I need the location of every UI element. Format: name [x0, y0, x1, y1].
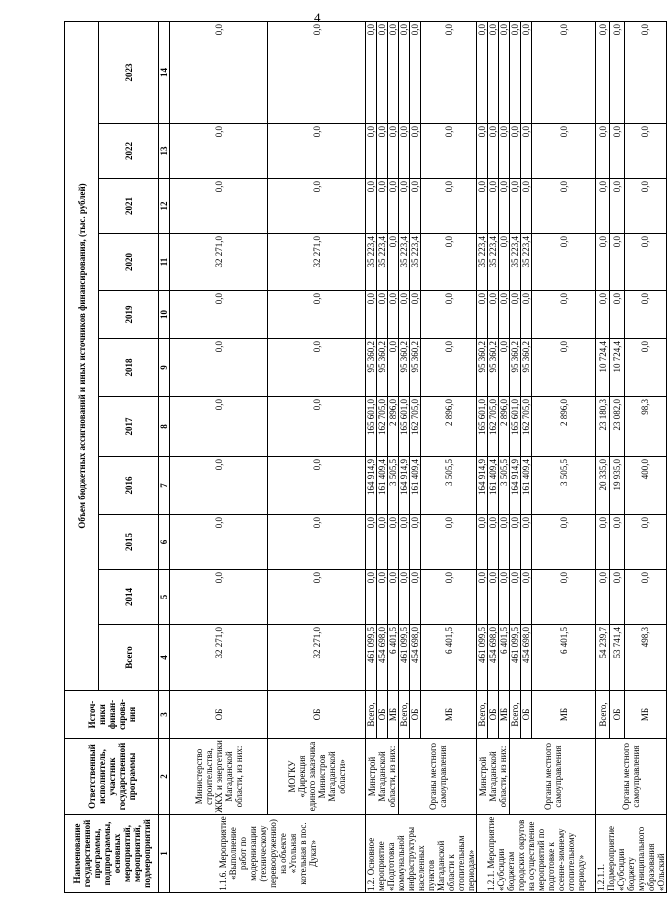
table-cell: 454 698,0 [521, 625, 532, 691]
row-source: Всего, [366, 691, 377, 739]
table-cell: 0,0 [388, 21, 399, 123]
table-cell: 0,0 [410, 124, 421, 179]
table-cell: 95 360,2 [366, 339, 377, 397]
table-cell: 0,0 [624, 570, 666, 625]
row-source: ОБ [610, 691, 624, 739]
funding-table [64, 21, 667, 893]
header-year: 2014 [99, 570, 159, 625]
table-cell: 161 409,4 [521, 457, 532, 515]
table-cell: 0,0 [410, 179, 421, 234]
table-cell: 0,0 [532, 570, 596, 625]
column-number: 13 [159, 124, 170, 179]
table-cell: 0,0 [499, 291, 510, 339]
table-row [170, 21, 268, 892]
table-cell: 32 271,0 [268, 625, 366, 691]
table-cell: 0,0 [596, 515, 610, 570]
row-source: МБ [499, 691, 510, 739]
table-cell: 0,0 [521, 21, 532, 123]
table-cell: 0,0 [377, 21, 388, 123]
table-cell: 162 705,0 [521, 397, 532, 457]
table-cell: 454 698,0 [377, 625, 388, 691]
table-cell: 0,0 [610, 124, 624, 179]
table-cell: 0,0 [388, 124, 399, 179]
table-cell: 165 601,0 [366, 397, 377, 457]
table-cell: 2 896,0 [532, 397, 596, 457]
table-cell: 32 271,0 [170, 625, 268, 691]
header-year: 2023 [99, 21, 159, 123]
table-cell: 454 698,0 [488, 625, 499, 691]
table-cell: 0,0 [488, 570, 499, 625]
table-cell: 0,0 [377, 124, 388, 179]
header-year: 2022 [99, 124, 159, 179]
table-cell: 0,0 [268, 291, 366, 339]
table-cell: 98,3 [624, 397, 666, 457]
table-cell: 0,0 [399, 291, 410, 339]
table-cell: 0,0 [596, 124, 610, 179]
table-cell: 0,0 [532, 291, 596, 339]
table-cell: 0,0 [170, 21, 268, 123]
table-cell: 0,0 [268, 570, 366, 625]
table-cell: 162 705,0 [410, 397, 421, 457]
header-year: 2015 [99, 515, 159, 570]
table-cell: 0,0 [488, 291, 499, 339]
table-cell: 461 099,5 [477, 625, 488, 691]
table-cell: 0,0 [510, 515, 521, 570]
row-name: 1.2. Основное мероприятие «Подготовка коммунальной инфраструктуры населенных пунктов Магаданской области к отопительным периодам» [366, 815, 477, 893]
table-cell: 0,0 [477, 570, 488, 625]
row-source: МБ [532, 691, 596, 739]
table-cell: 0,0 [170, 124, 268, 179]
table-cell: 35 223,4 [510, 234, 521, 291]
row-source: ОБ [377, 691, 388, 739]
table-cell: 3 505,5 [532, 457, 596, 515]
table-cell: 95 360,2 [510, 339, 521, 397]
row-executor: Органы местного самоуправления [399, 739, 477, 815]
table-cell: 35 223,4 [399, 234, 410, 291]
table-cell: 6 401,5 [499, 625, 510, 691]
table-cell: 0,0 [532, 21, 596, 123]
column-number: 12 [159, 179, 170, 234]
table-cell: 0,0 [399, 515, 410, 570]
table-cell: 0,0 [532, 234, 596, 291]
table-row [268, 21, 366, 892]
table-cell: 0,0 [477, 21, 488, 123]
table-cell: 0,0 [421, 124, 477, 179]
table-cell: 95 360,2 [410, 339, 421, 397]
table-cell: 54 239,7 [596, 625, 610, 691]
header-year: 2021 [99, 179, 159, 234]
row-name: 1.2.1. Мероприятие «Субсидии бюджетам городских округов на осуществление мероприятий по подготовке к осенне-зимнему отопительному периоду» [477, 815, 596, 893]
table-cell: 35 223,4 [477, 234, 488, 291]
table-cell: 6 401,5 [532, 625, 596, 691]
table-cell: 0,0 [596, 291, 610, 339]
table-row [477, 21, 488, 892]
table-cell: 0,0 [268, 179, 366, 234]
table-cell: 3 505,5 [421, 457, 477, 515]
table-cell: 0,0 [596, 179, 610, 234]
table-cell: 32 271,0 [268, 234, 366, 291]
row-executor: Органы местного самоуправления [510, 739, 596, 815]
table-cell: 0,0 [532, 179, 596, 234]
table-cell: 0,0 [366, 570, 377, 625]
table-cell: 0,0 [268, 515, 366, 570]
table-cell: 164 914,9 [477, 457, 488, 515]
row-name: 1.1.6. Мероприятие «Выполнение работ по модернизации (техническому перевооружению) на объекте «Угольная котельная в пос. Дукат» [170, 815, 366, 893]
row-source: Всего, [399, 691, 410, 739]
page-number: 4 [314, 10, 321, 25]
table-cell: 0,0 [388, 291, 399, 339]
table-cell: 0,0 [421, 21, 477, 123]
table-cell: 0,0 [488, 124, 499, 179]
column-number: 7 [159, 457, 170, 515]
table-row [399, 21, 410, 892]
table-cell: 0,0 [510, 21, 521, 123]
row-executor: Минстрой Магаданской области, из них: [366, 739, 399, 815]
table-cell: 0,0 [610, 179, 624, 234]
table-cell: 0,0 [532, 339, 596, 397]
table-cell: 164 914,9 [366, 457, 377, 515]
table-row [510, 21, 521, 892]
table-cell: 0,0 [499, 339, 510, 397]
table-cell: 0,0 [610, 291, 624, 339]
table-cell: 165 601,0 [399, 397, 410, 457]
table-cell: 0,0 [268, 21, 366, 123]
table-cell: 95 360,2 [521, 339, 532, 397]
table-cell: 2 896,0 [388, 397, 399, 457]
header-year: 2020 [99, 234, 159, 291]
table-cell: 0,0 [388, 515, 399, 570]
table-cell: 95 360,2 [377, 339, 388, 397]
header-year: 2016 [99, 457, 159, 515]
table-cell: 0,0 [268, 124, 366, 179]
table-cell: 164 914,9 [510, 457, 521, 515]
row-source: ОБ [521, 691, 532, 739]
table-cell: 95 360,2 [477, 339, 488, 397]
table-cell: 0,0 [268, 457, 366, 515]
row-source: ОБ [488, 691, 499, 739]
table-cell: 0,0 [610, 234, 624, 291]
table-cell: 0,0 [499, 234, 510, 291]
table-cell: 0,0 [521, 570, 532, 625]
row-source: Всего, [477, 691, 488, 739]
table-cell: 35 223,4 [377, 234, 388, 291]
table-cell: 0,0 [399, 21, 410, 123]
table-cell: 0,0 [499, 179, 510, 234]
table-cell: 0,0 [410, 291, 421, 339]
table-cell: 161 409,4 [410, 457, 421, 515]
table-cell: 0,0 [388, 234, 399, 291]
table-cell: 0,0 [532, 515, 596, 570]
table-cell: 0,0 [510, 179, 521, 234]
table-cell: 0,0 [399, 124, 410, 179]
row-source: ОБ [170, 691, 268, 739]
table-cell: 0,0 [624, 234, 666, 291]
table-cell: 0,0 [170, 179, 268, 234]
table-cell: 23 180,3 [596, 397, 610, 457]
table-cell: 0,0 [170, 397, 268, 457]
column-number: 4 [159, 625, 170, 691]
table-cell: 95 360,2 [399, 339, 410, 397]
table-cell: 3 505,5 [388, 457, 399, 515]
table-cell: 162 705,0 [377, 397, 388, 457]
row-executor: Минстрой Магаданской области, из них: [477, 739, 510, 815]
table-cell: 0,0 [410, 515, 421, 570]
table-cell: 0,0 [499, 124, 510, 179]
column-number: 3 [159, 691, 170, 739]
table-cell: 0,0 [377, 515, 388, 570]
table-cell: 0,0 [488, 21, 499, 123]
table-cell: 0,0 [477, 124, 488, 179]
column-number: 11 [159, 234, 170, 291]
column-number: 9 [159, 339, 170, 397]
table-cell: 0,0 [399, 570, 410, 625]
row-executor: Министерство строительства, ЖКХ и энергетики Магаданской области, из них: [170, 739, 268, 815]
table-cell: 0,0 [421, 234, 477, 291]
table-cell: 0,0 [366, 515, 377, 570]
row-source: Всего, [596, 691, 610, 739]
table-cell: 0,0 [421, 179, 477, 234]
row-source: МБ [421, 691, 477, 739]
table-cell: 164 914,9 [399, 457, 410, 515]
table-cell: 95 360,2 [488, 339, 499, 397]
table-cell: 32 271,0 [170, 234, 268, 291]
table-cell: 0,0 [377, 291, 388, 339]
column-number: 10 [159, 291, 170, 339]
column-number: 14 [159, 21, 170, 123]
header-funding: Объем бюджетных ассигнований и иных источников финансирования, (тыс. рублей) [65, 21, 99, 690]
column-number: 5 [159, 570, 170, 625]
table-cell: 53 741,4 [610, 625, 624, 691]
table-cell: 0,0 [170, 570, 268, 625]
table-cell: 0,0 [610, 570, 624, 625]
table-cell: 0,0 [624, 339, 666, 397]
header-year: 2019 [99, 291, 159, 339]
row-source: Всего, [510, 691, 521, 739]
table-cell: 0,0 [510, 291, 521, 339]
table-cell: 0,0 [477, 515, 488, 570]
table-cell: 0,0 [624, 291, 666, 339]
column-number: 1 [159, 815, 170, 893]
table-cell: 0,0 [410, 21, 421, 123]
row-name: 1.2.1.1. Подмероприятие «Субсидии бюджету муниципального образования «Ольский [596, 815, 667, 893]
table-cell: 0,0 [388, 179, 399, 234]
table-cell: 0,0 [488, 515, 499, 570]
table-cell: 0,0 [170, 515, 268, 570]
table-cell: 0,0 [499, 570, 510, 625]
table-cell: 0,0 [596, 234, 610, 291]
table-cell: 0,0 [421, 339, 477, 397]
table-cell: 0,0 [410, 570, 421, 625]
header-executor: Ответственный исполнитель, участник государственной программы [65, 739, 159, 815]
table-cell: 0,0 [477, 291, 488, 339]
header-source: Источ-ники финан-сирова-ния [65, 691, 159, 739]
header-total: Всего [99, 625, 159, 691]
table-cell: 0,0 [421, 291, 477, 339]
row-executor: Органы местного самоуправления [596, 739, 667, 815]
table-cell: 0,0 [388, 339, 399, 397]
table-cell: 0,0 [366, 124, 377, 179]
table-cell: 0,0 [624, 124, 666, 179]
table-cell: 0,0 [170, 291, 268, 339]
table-cell: 0,0 [366, 179, 377, 234]
column-number: 8 [159, 397, 170, 457]
table-cell: 10 724,4 [596, 339, 610, 397]
table-cell: 0,0 [624, 21, 666, 123]
table-cell: 0,0 [499, 515, 510, 570]
table-cell: 0,0 [366, 21, 377, 123]
header-year: 2017 [99, 397, 159, 457]
table-cell: 35 223,4 [488, 234, 499, 291]
table-cell: 19 935,0 [610, 457, 624, 515]
table-cell: 0,0 [488, 179, 499, 234]
table-cell: 461 099,5 [366, 625, 377, 691]
table-cell: 35 223,4 [521, 234, 532, 291]
table-cell: 498,3 [624, 625, 666, 691]
table-row [366, 21, 377, 892]
table-cell: 0,0 [596, 21, 610, 123]
table-cell: 6 401,5 [421, 625, 477, 691]
table-cell: 2 896,0 [499, 397, 510, 457]
column-number: 2 [159, 739, 170, 815]
table-cell: 0,0 [521, 291, 532, 339]
column-number: 6 [159, 515, 170, 570]
table-cell: 6 401,5 [388, 625, 399, 691]
row-source: МБ [624, 691, 666, 739]
header-name: Наименование государственной программы, подпрограммы, основных мероприятий, мероприятий, подмероприятий [65, 815, 159, 893]
table-cell: 0,0 [421, 570, 477, 625]
table-cell: 0,0 [532, 124, 596, 179]
row-source: ОБ [268, 691, 366, 739]
row-source: ОБ [410, 691, 421, 739]
table-cell: 0,0 [170, 339, 268, 397]
table-cell: 461 099,5 [399, 625, 410, 691]
table-cell: 0,0 [388, 570, 399, 625]
table-cell: 23 082,0 [610, 397, 624, 457]
table-cell: 0,0 [624, 515, 666, 570]
table-cell: 454 698,0 [410, 625, 421, 691]
table-cell: 0,0 [477, 179, 488, 234]
table-cell: 35 223,4 [366, 234, 377, 291]
rotated-table-container [64, 22, 666, 893]
table-cell: 3 505,5 [499, 457, 510, 515]
table-cell: 2 896,0 [421, 397, 477, 457]
table-cell: 0,0 [377, 179, 388, 234]
table-cell: 0,0 [521, 179, 532, 234]
table-cell: 20 335,0 [596, 457, 610, 515]
table-cell: 0,0 [377, 570, 388, 625]
table-cell: 0,0 [268, 339, 366, 397]
table-cell: 0,0 [610, 515, 624, 570]
table-cell: 161 409,4 [377, 457, 388, 515]
row-source: МБ [388, 691, 399, 739]
table-cell: 161 409,4 [488, 457, 499, 515]
table-cell: 0,0 [510, 570, 521, 625]
table-cell: 0,0 [399, 179, 410, 234]
table-cell: 0,0 [521, 515, 532, 570]
row-executor: МОГКУ «Дирекция единого заказчика Министров Магаданской области» [268, 739, 366, 815]
table-row [596, 21, 610, 892]
table-cell: 461 099,5 [510, 625, 521, 691]
table-cell: 162 705,0 [488, 397, 499, 457]
table-cell: 0,0 [268, 397, 366, 457]
table-cell: 0,0 [610, 21, 624, 123]
table-cell: 0,0 [499, 21, 510, 123]
table-cell: 0,0 [624, 179, 666, 234]
table-cell: 0,0 [521, 124, 532, 179]
table-cell: 165 601,0 [510, 397, 521, 457]
table-cell: 0,0 [170, 457, 268, 515]
table-cell: 400,0 [624, 457, 666, 515]
table-cell: 0,0 [510, 124, 521, 179]
table-cell: 0,0 [366, 291, 377, 339]
table-cell: 0,0 [421, 515, 477, 570]
table-cell: 165 601,0 [477, 397, 488, 457]
table-cell: 10 724,4 [610, 339, 624, 397]
table-cell: 35 223,4 [410, 234, 421, 291]
table-cell: 0,0 [596, 570, 610, 625]
header-year: 2018 [99, 339, 159, 397]
